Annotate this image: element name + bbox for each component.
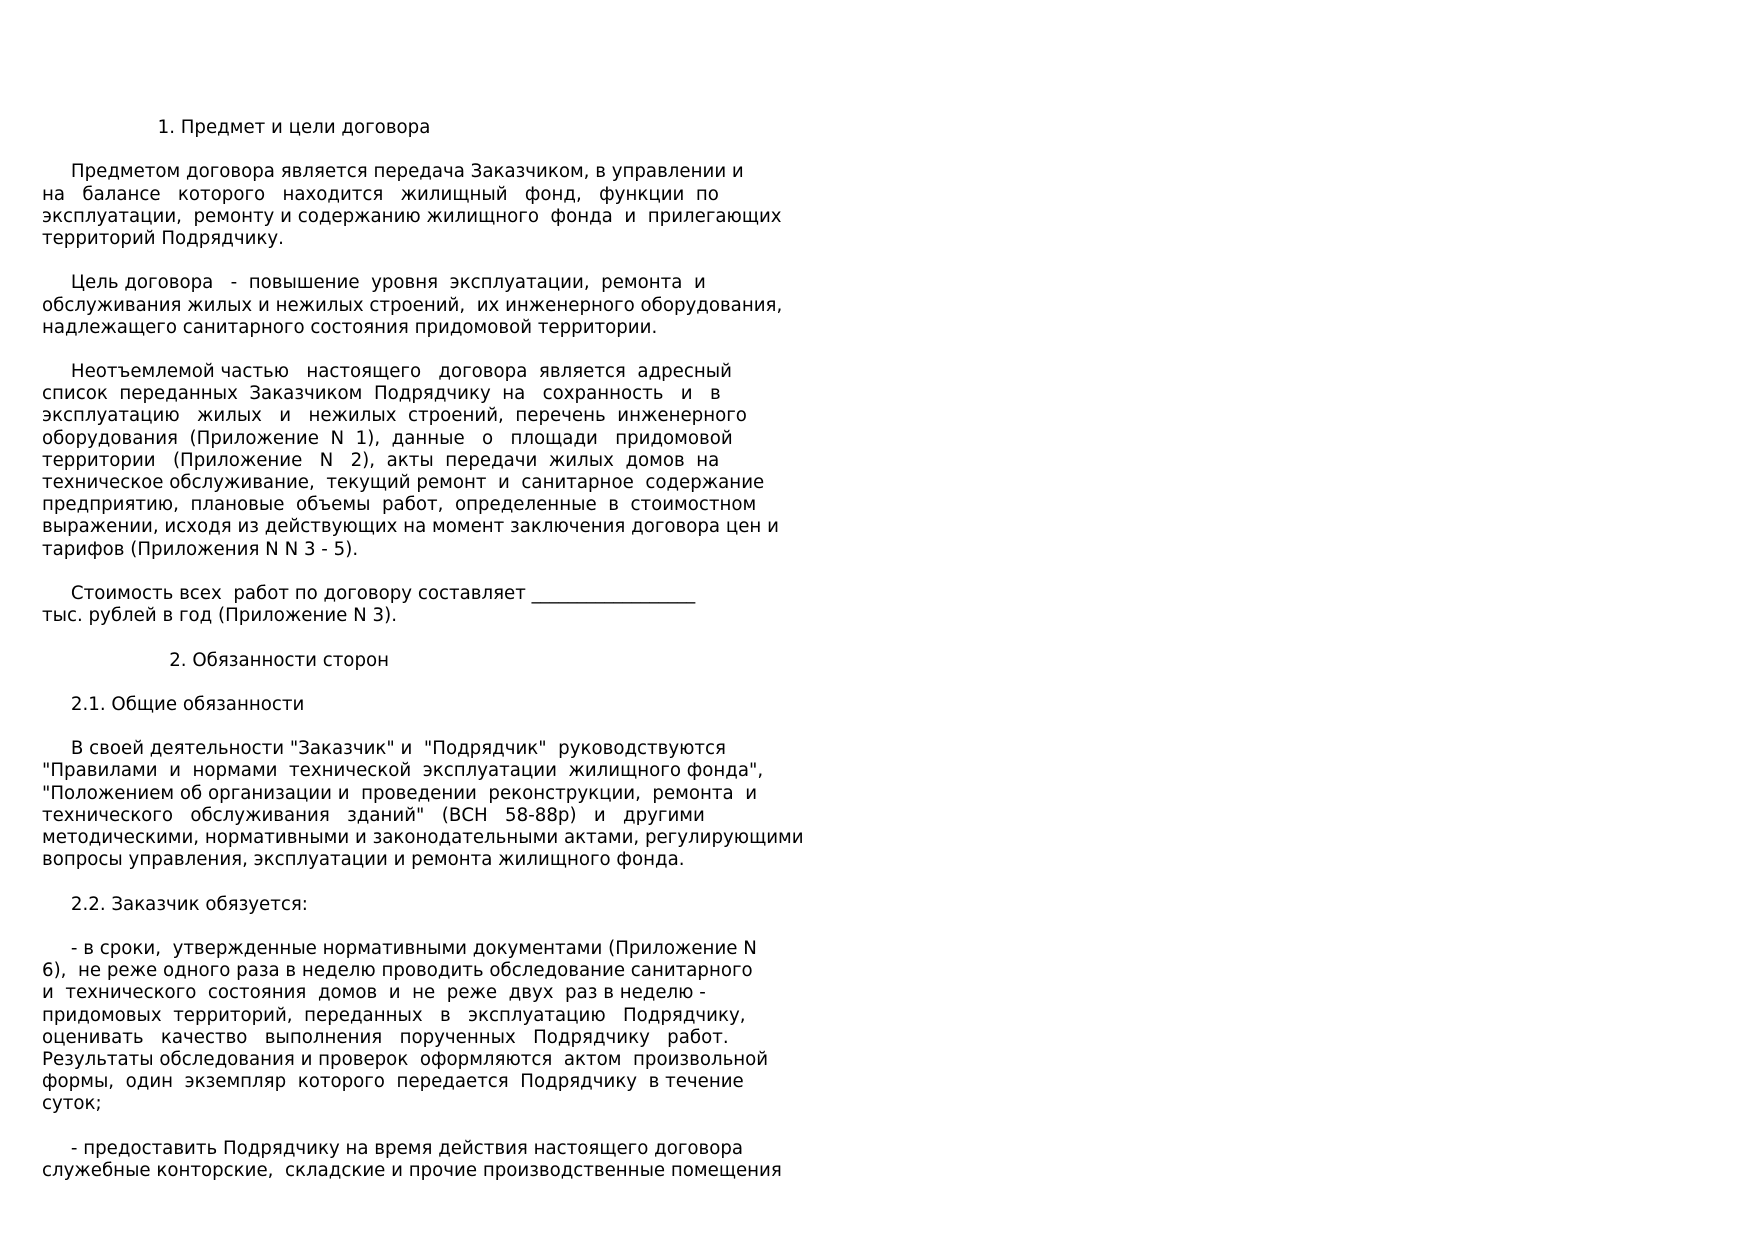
- text-line: обслуживания жилых и нежилых строений, их инженерного оборудования,: [42, 294, 783, 316]
- text-line: вопросы управления, эксплуатации и ремонта жилищного фонда.: [42, 849, 685, 871]
- contract-text: [42, 117, 942, 1182]
- blank-line: [42, 139, 942, 161]
- text-line: Результаты обследования и проверок оформляются актом произвольной: [42, 1048, 769, 1070]
- text-line: оборудования (Приложение N 1), данные о площади придомовой: [42, 427, 733, 449]
- blank-line: [42, 627, 942, 649]
- text-line: Стоимость всех работ по договору составляет __________________: [42, 582, 696, 604]
- text-line: Неотъемлемой частью настоящего договора является адресный: [42, 361, 732, 383]
- subsection-heading: 2.1. Общие обязанности: [42, 693, 305, 715]
- blank-line: [42, 339, 942, 361]
- blank-line: [42, 1115, 942, 1137]
- section-heading: 2. Обязанности сторон: [42, 649, 390, 671]
- text-line: методическими, нормативными и законодательными актами, регулирующими: [42, 827, 804, 848]
- text-line: суток;: [42, 1093, 102, 1115]
- text-line: список переданных Заказчиком Подрядчику на сохранность и в: [42, 383, 721, 405]
- text-line: 6), не реже одного раза в неделю проводить обследование санитарного: [42, 960, 753, 982]
- text-line: технического обслуживания зданий" (ВСН 58-88р) и другими: [42, 804, 705, 826]
- text-line: эксплуатацию жилых и нежилых строений, перечень инженерного: [42, 405, 747, 427]
- text-line: Предметом договора является передача Заказчиком, в управлении и: [42, 161, 744, 183]
- text-line: выражении, исходя из действующих на момент заключения договора цен и: [42, 516, 779, 538]
- text-line: техническое обслуживание, текущий ремонт и санитарное содержание: [42, 472, 765, 493]
- text-line: предприятию, плановые объемы работ, определенные в стоимостном: [42, 494, 757, 516]
- text-line: придомовых территорий, переданных в эксплуатацию Подрядчику,: [42, 1004, 746, 1026]
- text-line: эксплуатации, ремонту и содержанию жилищного фонда и прилегающих: [42, 205, 782, 227]
- blank-line: [42, 561, 942, 583]
- text-line: - предоставить Подрядчику на время действия настоящего договора: [42, 1137, 744, 1159]
- text-line: оценивать качество выполнения порученных Подрядчику работ.: [42, 1026, 729, 1048]
- text-line: тыс. рублей в год (Приложение N 3).: [42, 605, 397, 627]
- blank-line: [42, 672, 942, 694]
- text-line: территории (Приложение N 2), акты передачи жилых домов на: [42, 449, 720, 471]
- text-line: территорий Подрядчику.: [42, 227, 284, 249]
- blank-line: [42, 871, 942, 893]
- section-heading: 1. Предмет и цели договора: [42, 117, 431, 138]
- text-line: формы, один экземпляр которого передается Подрядчику в течение: [42, 1071, 744, 1093]
- subsection-heading: 2.2. Заказчик обязуется:: [42, 893, 308, 915]
- text-line: служебные конторские, складские и прочие производственные помещения: [42, 1159, 782, 1181]
- text-line: и технического состояния домов и не реже двух раз в неделю -: [42, 982, 706, 1004]
- text-line: надлежащего санитарного состояния придомовой территории.: [42, 316, 658, 338]
- blank-line: [42, 716, 942, 738]
- text-line: "Положением об организации и проведении реконструкции, ремонта и: [42, 782, 758, 804]
- text-line: Цель договора - повышение уровня эксплуатации, ремонта и: [42, 272, 706, 294]
- text-line: "Правилами и нормами технической эксплуатации жилищного фонда",: [42, 760, 764, 782]
- text-line: на балансе которого находится жилищный фонд, функции по: [42, 183, 719, 205]
- text-line: тарифов (Приложения N N 3 - 5).: [42, 538, 359, 560]
- text-line: - в сроки, утвержденные нормативными документами (Приложение N: [42, 937, 757, 959]
- blank-line: [42, 250, 942, 272]
- text-line: В своей деятельности "Заказчик" и "Подрядчик" руководствуются: [42, 738, 726, 760]
- blank-line: [42, 916, 942, 938]
